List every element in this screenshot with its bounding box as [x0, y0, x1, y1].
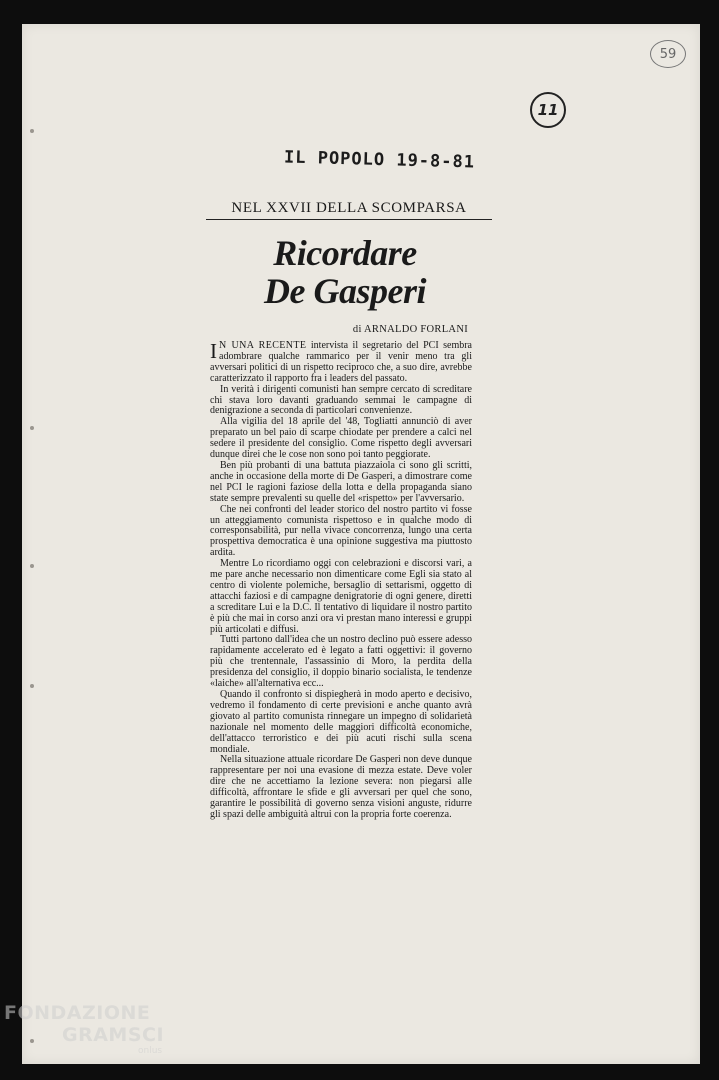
paragraph-text: intervista il segretario del PCI sembra adombrare qualche rammarico per il venir meno tra gli avversari politici di un rispetto reciproco che, a suo dire, avrebbe caratterizzato il rapporto fra i leaders del passato.: [210, 340, 472, 384]
article-paragraph: Quando il confronto si dispiegherà in modo aperto e decisivo, vedremo il fondamento di certe previsioni e anche quanto avrà giovato al partito comunista rinnegare un impegno di solidarietà nazionale nel momento delle maggiori difficoltà economiche, dell'attacco terroristico e dei più acuti rischi sulla scena mondiale.: [210, 689, 472, 755]
fondazione-gramsci-watermark: [4, 1002, 164, 1056]
headline-line-1: Ricordare: [273, 233, 417, 273]
watermark-line-2: GRAMSCI: [62, 1024, 165, 1046]
article-paragraph: Mentre Lo ricordiamo oggi con celebrazioni e discorsi vari, a me pare anche necessario non dimenticare come Egli sia stato al centro di violente polemiche, bersaglio di settarismi, oggetto di attacchi faziosi e di campagne denigratorie di ogni genere, diretti a screditare Lui e la D.C. Il tentativo di liquidare il nostro partito è più che mai in corso anzi ora vi prestan mano interessi e gruppi più articolati e diffusi.: [210, 558, 472, 635]
punch-hole: [30, 426, 34, 430]
page-number-stamp: 59: [650, 40, 686, 68]
newspaper-clipping: [210, 200, 472, 821]
article-paragraph: Ben più probanti di una battuta piazzaiola ci sono gli scritti, anche in occasione della morte di De Gasperi, a dimostrare come nel PCI le ragioni faziose della lotta e della propaganda siano state sempre prevalenti su quelle del «rispetto» per l'avversario.: [210, 459, 472, 504]
headline-line-2: De Gasperi: [264, 271, 426, 311]
article-paragraph: Che nei confronti del leader storico del nostro partito vi fosse un atteggiamento comunista rispettoso e in qualche modo di corresponsabilità, pur nella vivace concorrenza, lungo una certa prospettiva democratica è una opinione suggestiva ma piuttosto ardita.: [210, 503, 472, 559]
punch-hole: [30, 684, 34, 688]
article-paragraph: Tutti partono dall'idea che un nostro declino può essere adesso rapidamente accelerato ed è legato a fatti oggettivi: il governo più che trentennale, l'assassinio di Moro, la perdita della presidenza del consiglio, il doppio binario socialista, le tendenze «laiche» all'alternativa ecc...: [210, 634, 472, 690]
article-paragraph: Alla vigilia del 18 aprile del '48, Togliatti annunciò di aver preparato un bel paio di scarpe chiodate per prendere a calci nel sedere il presidente del consiglio. Come rispetto degli avversari dunque direi che le cose non sono poi tanto peggiorate.: [210, 416, 472, 461]
article-paragraph: [210, 341, 472, 385]
punch-hole: [30, 129, 34, 133]
watermark-line-1: FONDAZIONE: [4, 1002, 151, 1024]
article-byline: di ARNALDO FORLANI: [352, 324, 468, 335]
article-headline: [218, 234, 472, 310]
document-number-mark: 11: [530, 92, 566, 128]
handwritten-source-note: IL POPOLO 19-8-81: [283, 147, 476, 173]
article-paragraph: Nella situazione attuale ricordare De Gasperi non deve dunque rappresentare per noi una evasione di mezza estate. Deve voler dire che ne accettiamo la lezione severa: non piegarsi alle difficoltà, affrontare le sfide e gli avversari per quel che sono, garantire le possibilità di governo senza visioni anguste, ridurre gli spazi delle ambiguità altrui con la propria forte coerenza.: [210, 754, 472, 820]
archive-sheet: [22, 24, 700, 1064]
watermark-line-3: onlus: [138, 1046, 163, 1056]
article-paragraph: In verità i dirigenti comunisti han sempre cercato di screditare chi stava loro davanti graduando semmai le campagne di denigrazione a seconda di particolari convenienze.: [210, 383, 472, 417]
article-kicker: NEL XXVII DELLA SCOMPARSA: [206, 200, 492, 220]
article-body: [210, 341, 472, 821]
punch-hole: [30, 564, 34, 568]
drop-cap: I: [210, 339, 217, 363]
lead-caps: N UNA RECENTE: [219, 340, 307, 351]
